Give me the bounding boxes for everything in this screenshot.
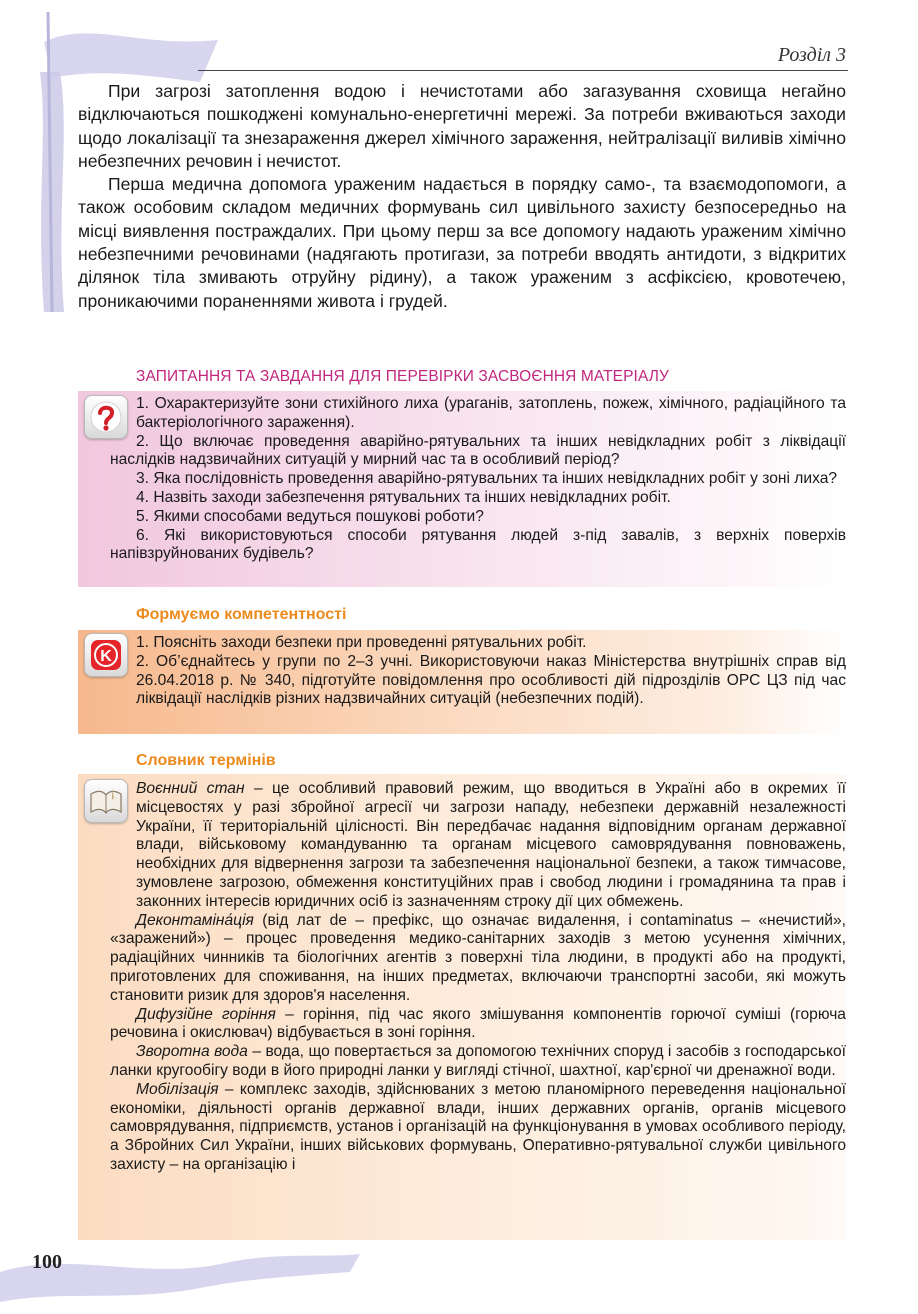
glossary-heading: Словник термінів — [136, 752, 276, 769]
intro-paragraph-2: Перша медична допомога ураженим надається в порядку само-, та взаємодопомоги, а також особовим складом медичних формувань сил цивільного захисту безпосередньо на місці виявлення постраждалих. При цьому перш за все допомогу надають ураженим хімічно небезпечними речовинами (надягають протигази, за потреби вводять антидоти, з відкритих ділянок тіла змивають отруйну рідину), а також ураженим з асфіксією, кровотечею, проникаючими пораненнями живота і грудей. — [78, 174, 846, 311]
glossary-definition: (від лат de – префікс, що означає видалення, і contaminatus – «нечистий», «заражений») – процес проведення медико-санітарних заходів з метою усунення хімічних, радіаційних чинників та біологічних агентів з поверхні тіла людини, в продукті або на продукті, приготовлених для споживання, на інших предметах, включаючи транспортні засоби, які можуть становити ризик для здоров'я населення. — [110, 911, 846, 1004]
competence-heading: Формуємо компетентності — [136, 606, 347, 623]
question-item: 2. Що включає проведення аварійно-рятувальних та інших невідкладних робіт з ліквідації наслідків надзвичайних ситуацій у мирний час та в особливий період? — [110, 432, 846, 469]
glossary-entry — [110, 1043, 846, 1081]
question-item: 4. Назвіть заходи забезпечення рятувальних та інших невідкладних робіт. — [136, 488, 671, 506]
glossary-definition: – комплекс заходів, здійснюваних з метою планомірного переведення національної економіки, діяльності органів державної влади, інших державних органів, органів місцевого самоврядування, підприємств, установ і організацій на функціонування в умовах особливого періоду, а Збройних Сил України, інших військових формувань, Оперативно-рятувальної служби цивільного захисту – на організацію і — [110, 1080, 846, 1173]
questions-heading: ЗАПИТАННЯ ТА ЗАВДАННЯ ДЛЯ ПЕРЕВІРКИ ЗАСВОЄННЯ МАТЕРІАЛУ — [136, 368, 669, 385]
glossary-term: Мобілізація — [136, 1080, 219, 1098]
glossary-term: Дифузійне горіння — [136, 1005, 276, 1023]
section-title: Розділ 3 — [777, 44, 846, 66]
question-item: 6. Які використовуються способи рятування людей з-під завалів, з верхніх поверхів напівзруйнованих будівель? — [110, 526, 846, 563]
glossary-entry — [110, 912, 846, 1006]
intro-text — [78, 80, 846, 313]
questions-list — [110, 395, 846, 564]
glossary-definition: – це особливий правовий режим, що вводиться в Україні або в окремих її місцевостях у разі збройної агресії чи загрози нападу, небезпеки державній незалежності України, її територіальній цілісності. Він передбачає надання відповідним органам державної влади, військовому командуванню та органам місцевого самоврядування повноважень, необхідних для відвернення загрози та забезпечення національної безпеки, а також тимчасове, зумовлене загрозою, обмеження конституційних прав і свобод людини і громадянина та прав і законних інтересів юридичних осіб із зазначенням строку дії цих обмежень. — [136, 780, 846, 910]
glossary-entry — [110, 1081, 846, 1175]
competence-list — [110, 634, 846, 709]
question-item: 1. Охарактеризуйте зони стихійного лиха (ураганів, затоплень, пожеж, хімічного, радіаційного та бактеріологічного зараження). — [136, 395, 846, 431]
page-number: 100 — [32, 1251, 62, 1273]
question-item: 5. Якими способами ведуться пошукові роботи? — [136, 507, 484, 525]
competence-item: 1. Поясніть заходи безпеки при проведенні рятувальних робіт. — [136, 634, 587, 651]
glossary-entry — [110, 1006, 846, 1044]
glossary-list — [110, 780, 846, 1175]
glossary-definition: – вода, що повертається за допомогою технічних споруд і засобів з господарської ланки кругообігу води в його природні ланки у вигляді стічної, шахтної, кар'єрної чи дренажної води. — [110, 1043, 846, 1079]
glossary-term: Деконтаміна́ція — [136, 911, 254, 929]
glossary-term: Зворотна вода — [136, 1043, 248, 1061]
glossary-entry — [110, 780, 846, 912]
k-badge-letter: K — [100, 648, 112, 665]
intro-paragraph-1: При загрозі затоплення водою і нечистотами або загазування сховища негайно відключаються пошкоджені комунально-енергетичні мережі. За потреби вживаються заходи щодо локалізації та знезараження джерел хімічного зараження, нейтралізації виливів хімічно небезпечних речовин і нечистот. — [78, 81, 846, 171]
header-rule — [198, 70, 848, 71]
competence-item: 2. Об’єднайтесь у групи по 2–3 учні. Використовуючи наказ Міністерства внутрішніх справ від 26.04.2018 р. № 340, підготуйте повідомлення про особливості дій підрозділів ОРС ЦЗ під час ліквідації наслідків різних надзвичайних ситуацій (небезпечних подій). — [136, 652, 846, 708]
glossary-term: Воєнний стан — [136, 780, 245, 797]
question-item: 3. Яка послідовність проведення аварійно-рятувальних та інших невідкладних робіт у зоні лиха? — [136, 470, 838, 488]
glossary-definition: – горіння, під час якого змішування компонентів горючої суміші (горюча речовина і окислювач) відбувається в зоні горіння. — [110, 1005, 846, 1042]
